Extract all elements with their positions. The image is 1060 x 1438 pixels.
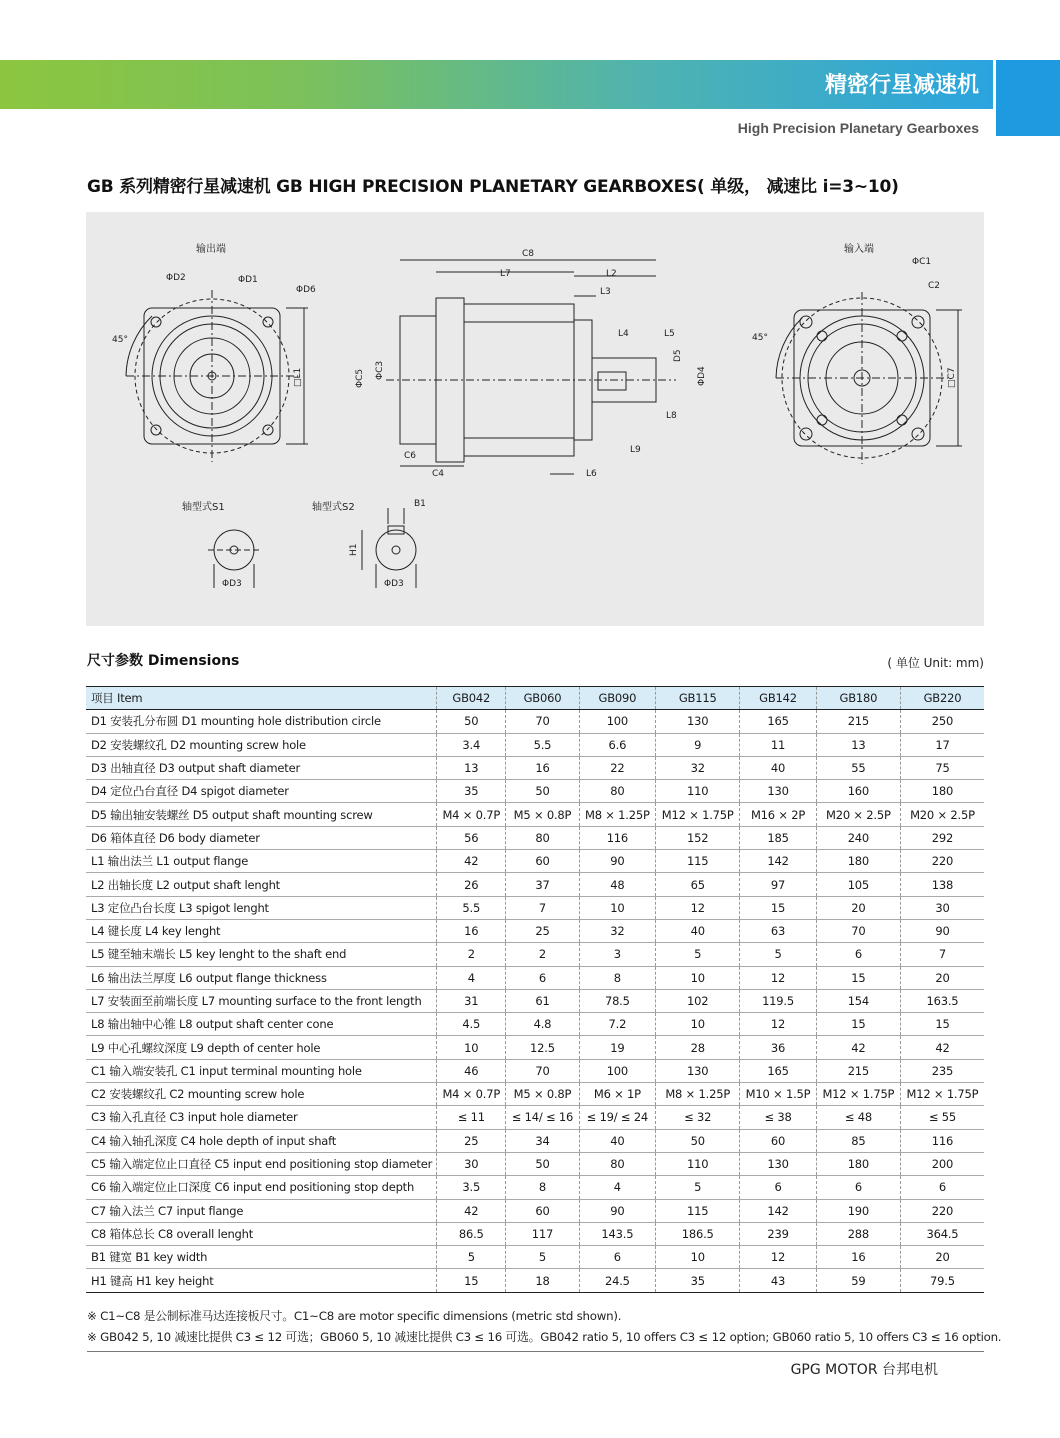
- row-item-label: C2 安装螺纹孔 C2 mounting screw hole: [86, 1083, 437, 1106]
- cell-value: 37: [506, 873, 579, 896]
- label-C1: ΦC1: [912, 257, 932, 267]
- label-L9: L9: [630, 445, 641, 455]
- cell-value: 56: [437, 826, 506, 849]
- table-row: [86, 803, 984, 826]
- label-D4: ΦD4: [697, 366, 707, 386]
- table-row: [86, 1036, 984, 1059]
- label-C3: ΦC3: [375, 360, 385, 380]
- cell-value: 130: [656, 1059, 740, 1082]
- cell-value: 42: [437, 850, 506, 873]
- label-shaft-s1: 轴型式S1: [182, 502, 225, 513]
- cell-value: 55: [816, 756, 900, 779]
- cell-value: 50: [656, 1129, 740, 1152]
- label-D1: ΦD1: [238, 275, 258, 285]
- label-C7: □C7: [947, 367, 957, 388]
- label-H1: H1: [349, 543, 359, 556]
- table-row: [86, 1083, 984, 1106]
- cell-value: 6: [579, 1246, 656, 1269]
- cell-value: ≤ 38: [740, 1106, 817, 1129]
- cell-value: 116: [900, 1129, 984, 1152]
- cell-value: 180: [816, 850, 900, 873]
- cell-value: 6.6: [579, 733, 656, 756]
- row-item-label: L4 键长度 L4 key lenght: [86, 919, 437, 942]
- row-item-label: B1 键宽 B1 key width: [86, 1246, 437, 1269]
- cell-value: 142: [740, 1199, 817, 1222]
- cell-value: 90: [579, 1199, 656, 1222]
- row-item-label: D1 安装孔分布圆 D1 mounting hole distribution circle: [86, 710, 437, 733]
- cell-value: 3: [579, 943, 656, 966]
- cell-value: 119.5: [740, 989, 817, 1012]
- cell-value: 165: [740, 710, 817, 733]
- label-L1: □L1: [293, 367, 303, 387]
- label-D6: ΦD6: [296, 285, 316, 295]
- cell-value: 79.5: [900, 1269, 984, 1292]
- cell-value: 364.5: [900, 1222, 984, 1245]
- cell-value: 185: [740, 826, 817, 849]
- row-item-label: L3 定位凸台长度 L3 spigot lenght: [86, 896, 437, 919]
- cell-value: 4: [579, 1176, 656, 1199]
- notes: [87, 1306, 1001, 1348]
- cell-value: 6: [816, 1176, 900, 1199]
- cell-value: 40: [656, 919, 740, 942]
- row-item-label: D6 箱体直径 D6 body diameter: [86, 826, 437, 849]
- unit-label: ( 单位 Unit: mm): [887, 656, 984, 670]
- cell-value: 15: [900, 1013, 984, 1036]
- cell-value: 250: [900, 710, 984, 733]
- column-header-model: GB142: [740, 687, 817, 710]
- cell-value: 12.5: [506, 1036, 579, 1059]
- label-L7: L7: [500, 269, 511, 279]
- cell-value: 50: [506, 1152, 579, 1175]
- table-row: [86, 1106, 984, 1129]
- cell-value: 13: [816, 733, 900, 756]
- cell-value: 186.5: [656, 1222, 740, 1245]
- table-row: [86, 1246, 984, 1269]
- column-header-model: GB220: [900, 687, 984, 710]
- row-item-label: D3 出轴直径 D3 output shaft diameter: [86, 756, 437, 779]
- cell-value: M12 × 1.75P: [816, 1083, 900, 1106]
- cell-value: 100: [579, 710, 656, 733]
- cell-value: 12: [740, 966, 817, 989]
- table-row: [86, 710, 984, 733]
- cell-value: 115: [656, 850, 740, 873]
- cell-value: 240: [816, 826, 900, 849]
- cell-value: 35: [656, 1269, 740, 1292]
- cell-value: 7: [506, 896, 579, 919]
- column-header-item: 项目 Item: [86, 687, 437, 710]
- header-title-cn: 精密行星减速机: [824, 73, 979, 98]
- cell-value: M12 × 1.75P: [900, 1083, 984, 1106]
- column-header-model: GB042: [437, 687, 506, 710]
- note-2: ※ GB042 5, 10 减速比提供 C3 ≤ 12 可选；GB060 5, 10 减速比提供 C3 ≤ 16 可选。GB042 ratio 5, 10 offers C3 ≤ 12 option; GB060 ratio 5, 10 offers C3 ≤ 16 option.: [87, 1330, 1002, 1344]
- cell-value: 42: [437, 1199, 506, 1222]
- label-C5: ΦC5: [355, 368, 365, 388]
- cell-value: 6: [506, 966, 579, 989]
- cell-value: 10: [579, 896, 656, 919]
- page-title: GB 系列精密行星减速机 GB HIGH PRECISION PLANETARY GEARBOXES( 单级， 减速比 i=3~10): [87, 177, 899, 197]
- cell-value: 239: [740, 1222, 817, 1245]
- header-subtitle: High Precision Planetary Gearboxes: [737, 120, 979, 136]
- cell-value: 110: [656, 780, 740, 803]
- cell-value: 78.5: [579, 989, 656, 1012]
- header-accent-block: [996, 60, 1060, 136]
- cell-value: 5: [740, 943, 817, 966]
- cell-value: 165: [740, 1059, 817, 1082]
- cell-value: 24.5: [579, 1269, 656, 1292]
- cell-value: 65: [656, 873, 740, 896]
- label-angle-out: 45°: [112, 335, 128, 345]
- table-row: [86, 1059, 984, 1082]
- cell-value: 32: [579, 919, 656, 942]
- cell-value: 7.2: [579, 1013, 656, 1036]
- cell-value: 97: [740, 873, 817, 896]
- table-header-row: [86, 687, 984, 710]
- column-header-model: GB060: [506, 687, 579, 710]
- label-C8: C8: [522, 249, 535, 259]
- column-header-model: GB090: [579, 687, 656, 710]
- cell-value: 18: [506, 1269, 579, 1292]
- cell-value: 3.5: [437, 1176, 506, 1199]
- label-C6: C6: [404, 451, 417, 461]
- cell-value: 80: [506, 826, 579, 849]
- table-row: [86, 1199, 984, 1222]
- cell-value: 180: [816, 1152, 900, 1175]
- cell-value: 60: [506, 1199, 579, 1222]
- cell-value: 5.5: [437, 896, 506, 919]
- cell-value: 13: [437, 756, 506, 779]
- cell-value: M8 × 1.25P: [656, 1083, 740, 1106]
- label-shaft-s2: 轴型式S2: [312, 502, 355, 513]
- cell-value: M20 × 2.5P: [816, 803, 900, 826]
- column-header-model: GB180: [816, 687, 900, 710]
- row-item-label: C8 箱体总长 C8 overall lenght: [86, 1222, 437, 1245]
- table-row: [86, 989, 984, 1012]
- cell-value: 9: [656, 733, 740, 756]
- table-row: [86, 733, 984, 756]
- cell-value: 130: [740, 780, 817, 803]
- note-1: ※ C1~C8 是公制标准马达连接板尺寸。C1~C8 are motor specific dimensions (metric std shown).: [87, 1309, 622, 1323]
- table-row: [86, 826, 984, 849]
- cell-value: 154: [816, 989, 900, 1012]
- cell-value: 19: [579, 1036, 656, 1059]
- cell-value: 138: [900, 873, 984, 896]
- cell-value: 46: [437, 1059, 506, 1082]
- cell-value: 26: [437, 873, 506, 896]
- cell-value: 32: [656, 756, 740, 779]
- cell-value: 235: [900, 1059, 984, 1082]
- row-item-label: L1 输出法兰 L1 output flange: [86, 850, 437, 873]
- cell-value: 10: [656, 1013, 740, 1036]
- cell-value: 42: [900, 1036, 984, 1059]
- row-item-label: L7 安装面至前端长度 L7 mounting surface to the front length: [86, 989, 437, 1012]
- table-row: [86, 780, 984, 803]
- cell-value: ≤ 32: [656, 1106, 740, 1129]
- cell-value: 16: [816, 1246, 900, 1269]
- cell-value: 70: [816, 919, 900, 942]
- table-row: [86, 1176, 984, 1199]
- label-D2: ΦD2: [166, 273, 186, 283]
- cell-value: 80: [579, 1152, 656, 1175]
- footer-divider: [87, 1351, 984, 1352]
- cell-value: 142: [740, 850, 817, 873]
- label-angle-in: 45°: [752, 333, 768, 343]
- cell-value: 2: [506, 943, 579, 966]
- cell-value: 220: [900, 850, 984, 873]
- row-item-label: C5 输入端定位止口直径 C5 input end positioning stop diameter: [86, 1152, 437, 1175]
- cell-value: 35: [437, 780, 506, 803]
- cell-value: 90: [900, 919, 984, 942]
- cell-value: 50: [437, 710, 506, 733]
- cell-value: 8: [579, 966, 656, 989]
- cell-value: 15: [816, 1013, 900, 1036]
- cell-value: 180: [900, 780, 984, 803]
- cell-value: 220: [900, 1199, 984, 1222]
- row-item-label: C1 输入端安装孔 C1 input terminal mounting hole: [86, 1059, 437, 1082]
- cell-value: M12 × 1.75P: [656, 803, 740, 826]
- dimensions-heading: 尺寸参数 Dimensions: [87, 653, 240, 669]
- cell-value: 80: [579, 780, 656, 803]
- cell-value: 116: [579, 826, 656, 849]
- cell-value: 143.5: [579, 1222, 656, 1245]
- cell-value: 86.5: [437, 1222, 506, 1245]
- cell-value: 5: [437, 1246, 506, 1269]
- row-item-label: D5 输出轴安装螺丝 D5 output shaft mounting screw: [86, 803, 437, 826]
- cell-value: ≤ 19/ ≤ 24: [579, 1106, 656, 1129]
- cell-value: 15: [437, 1269, 506, 1292]
- cell-value: 12: [740, 1246, 817, 1269]
- table-row: [86, 1222, 984, 1245]
- label-L3: L3: [600, 287, 611, 297]
- cell-value: M4 × 0.7P: [437, 803, 506, 826]
- cell-value: 160: [816, 780, 900, 803]
- label-C2: C2: [928, 281, 941, 291]
- label-output-end: 输出端: [196, 244, 226, 255]
- table-row: [86, 1269, 984, 1292]
- cell-value: 105: [816, 873, 900, 896]
- cell-value: 5: [656, 943, 740, 966]
- cell-value: 288: [816, 1222, 900, 1245]
- cell-value: 61: [506, 989, 579, 1012]
- technical-drawing: [86, 212, 984, 626]
- row-item-label: H1 键高 H1 key height: [86, 1269, 437, 1292]
- row-item-label: D4 定位凸台直径 D4 spigot diameter: [86, 780, 437, 803]
- cell-value: 292: [900, 826, 984, 849]
- cell-value: 4: [437, 966, 506, 989]
- table-row: [86, 896, 984, 919]
- label-C4: C4: [432, 469, 445, 479]
- cell-value: 152: [656, 826, 740, 849]
- cell-value: 85: [816, 1129, 900, 1152]
- cell-value: 12: [656, 896, 740, 919]
- cell-value: 20: [900, 966, 984, 989]
- row-item-label: L9 中心孔螺纹深度 L9 depth of center hole: [86, 1036, 437, 1059]
- label-L8: L8: [666, 411, 677, 421]
- cell-value: 163.5: [900, 989, 984, 1012]
- table-row: [86, 966, 984, 989]
- cell-value: 4.8: [506, 1013, 579, 1036]
- table-row: [86, 1013, 984, 1036]
- cell-value: 16: [506, 756, 579, 779]
- cell-value: M5 × 0.8P: [506, 803, 579, 826]
- table-row: [86, 919, 984, 942]
- cell-value: 16: [437, 919, 506, 942]
- cell-value: 190: [816, 1199, 900, 1222]
- cell-value: 11: [740, 733, 817, 756]
- cell-value: 200: [900, 1152, 984, 1175]
- label-D5: D5: [673, 349, 683, 362]
- cell-value: 7: [900, 943, 984, 966]
- cell-value: M10 × 1.5P: [740, 1083, 817, 1106]
- row-item-label: L2 出轴长度 L2 output shaft lenght: [86, 873, 437, 896]
- cell-value: 60: [740, 1129, 817, 1152]
- label-B1: B1: [414, 499, 426, 509]
- cell-value: 28: [656, 1036, 740, 1059]
- row-item-label: L5 键至轴末端长 L5 key lenght to the shaft end: [86, 943, 437, 966]
- cell-value: 59: [816, 1269, 900, 1292]
- cell-value: 40: [740, 756, 817, 779]
- cell-value: 8: [506, 1176, 579, 1199]
- cell-value: 10: [656, 966, 740, 989]
- label-L5: L5: [664, 329, 675, 339]
- label-L4: L4: [618, 329, 629, 339]
- row-item-label: C4 输入轴孔深度 C4 hole depth of input shaft: [86, 1129, 437, 1152]
- cell-value: 17: [900, 733, 984, 756]
- cell-value: 70: [506, 1059, 579, 1082]
- label-D3-s1: ΦD3: [222, 579, 242, 589]
- cell-value: 25: [506, 919, 579, 942]
- table-row: [86, 1129, 984, 1152]
- cell-value: 130: [740, 1152, 817, 1175]
- cell-value: 115: [656, 1199, 740, 1222]
- cell-value: 6: [740, 1176, 817, 1199]
- cell-value: 31: [437, 989, 506, 1012]
- label-input-end: 输入端: [844, 244, 874, 255]
- cell-value: 117: [506, 1222, 579, 1245]
- cell-value: 5: [656, 1176, 740, 1199]
- cell-value: 6: [816, 943, 900, 966]
- cell-value: 3.4: [437, 733, 506, 756]
- cell-value: 20: [900, 1246, 984, 1269]
- cell-value: 30: [900, 896, 984, 919]
- footer-brand: GPG MOTOR 台邦电机: [790, 1362, 938, 1378]
- table-row: [86, 756, 984, 779]
- row-item-label: C3 输入孔直径 C3 input hole diameter: [86, 1106, 437, 1129]
- cell-value: 34: [506, 1129, 579, 1152]
- cell-value: M5 × 0.8P: [506, 1083, 579, 1106]
- cell-value: 36: [740, 1036, 817, 1059]
- cell-value: M6 × 1P: [579, 1083, 656, 1106]
- cell-value: ≤ 48: [816, 1106, 900, 1129]
- cell-value: 2: [437, 943, 506, 966]
- cell-value: 48: [579, 873, 656, 896]
- table-row: [86, 850, 984, 873]
- cell-value: 70: [506, 710, 579, 733]
- label-L6: L6: [586, 469, 597, 479]
- cell-value: 10: [437, 1036, 506, 1059]
- column-header-model: GB115: [656, 687, 740, 710]
- cell-value: M16 × 2P: [740, 803, 817, 826]
- cell-value: 90: [579, 850, 656, 873]
- cell-value: 75: [900, 756, 984, 779]
- cell-value: 22: [579, 756, 656, 779]
- cell-value: ≤ 11: [437, 1106, 506, 1129]
- cell-value: 110: [656, 1152, 740, 1175]
- row-item-label: D2 安装螺纹孔 D2 mounting screw hole: [86, 733, 437, 756]
- cell-value: 6: [900, 1176, 984, 1199]
- label-D3-s2: ΦD3: [384, 579, 404, 589]
- cell-value: 102: [656, 989, 740, 1012]
- cell-value: M4 × 0.7P: [437, 1083, 506, 1106]
- cell-value: 40: [579, 1129, 656, 1152]
- cell-value: 15: [740, 896, 817, 919]
- cell-value: 42: [816, 1036, 900, 1059]
- cell-value: 20: [816, 896, 900, 919]
- label-L2: L2: [606, 269, 617, 279]
- cell-value: 60: [506, 850, 579, 873]
- cell-value: ≤ 14/ ≤ 16: [506, 1106, 579, 1129]
- cell-value: ≤ 55: [900, 1106, 984, 1129]
- cell-value: 43: [740, 1269, 817, 1292]
- row-item-label: L6 输出法兰厚度 L6 output flange thickness: [86, 966, 437, 989]
- cell-value: 30: [437, 1152, 506, 1175]
- header-band: [0, 60, 993, 109]
- dimensions-table: [86, 686, 984, 1293]
- table-row: [86, 873, 984, 896]
- cell-value: 5.5: [506, 733, 579, 756]
- row-item-label: C6 输入端定位止口深度 C6 input end positioning stop depth: [86, 1176, 437, 1199]
- cell-value: 12: [740, 1013, 817, 1036]
- table-row: [86, 1152, 984, 1175]
- row-item-label: L8 输出轴中心锥 L8 output shaft center cone: [86, 1013, 437, 1036]
- cell-value: 4.5: [437, 1013, 506, 1036]
- cell-value: 50: [506, 780, 579, 803]
- cell-value: 10: [656, 1246, 740, 1269]
- table-row: [86, 943, 984, 966]
- cell-value: 215: [816, 1059, 900, 1082]
- cell-value: 130: [656, 710, 740, 733]
- cell-value: 100: [579, 1059, 656, 1082]
- cell-value: M20 × 2.5P: [900, 803, 984, 826]
- cell-value: 15: [816, 966, 900, 989]
- cell-value: M8 × 1.25P: [579, 803, 656, 826]
- cell-value: 5: [506, 1246, 579, 1269]
- cell-value: 215: [816, 710, 900, 733]
- cell-value: 63: [740, 919, 817, 942]
- cell-value: 25: [437, 1129, 506, 1152]
- row-item-label: C7 输入法兰 C7 input flange: [86, 1199, 437, 1222]
